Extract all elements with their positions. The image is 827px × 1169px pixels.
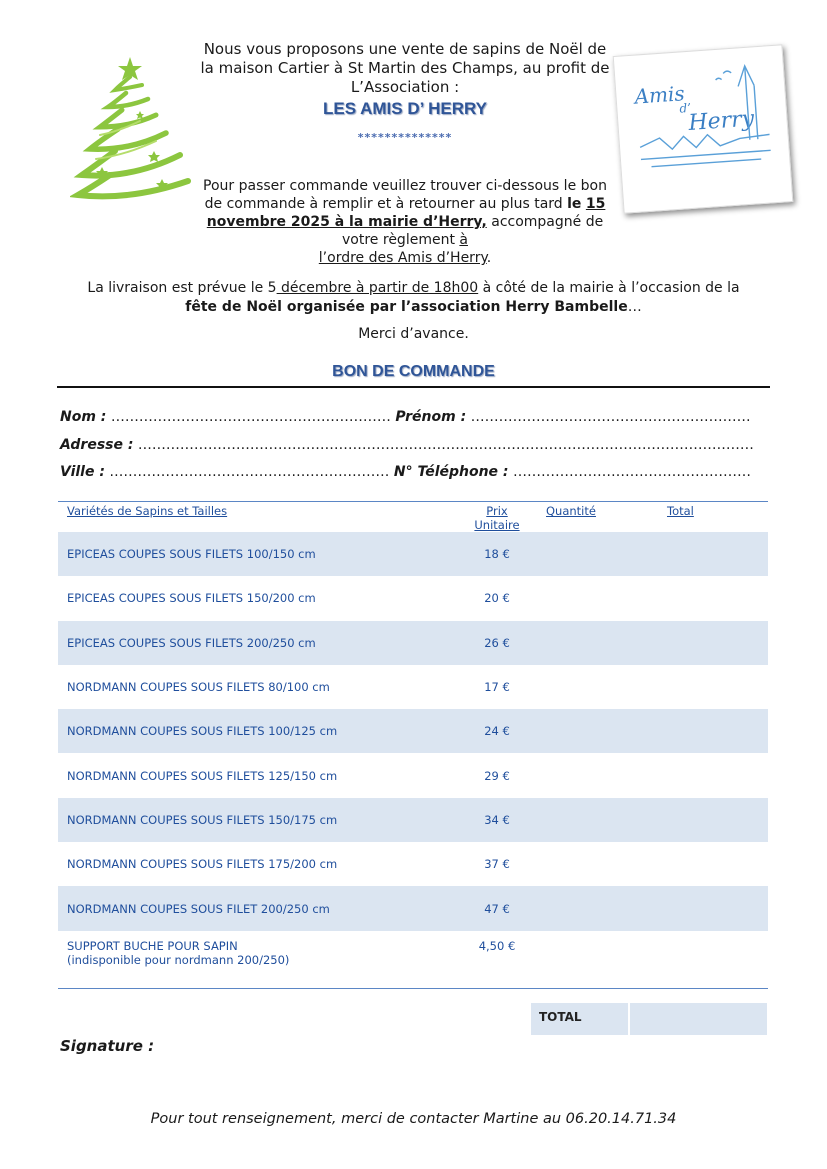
price-cell: 26 €: [484, 635, 510, 650]
header-quantity: Quantité: [544, 502, 639, 533]
total-cell[interactable]: [639, 532, 768, 576]
city-phone-row: [60, 464, 751, 480]
variety-cell: NORDMANN COUPES SOUS FILETS 125/150 cm: [67, 768, 338, 783]
address-row: [60, 437, 754, 453]
total-box-divider: [628, 1003, 630, 1035]
deadline-prefix: le: [567, 196, 582, 212]
quantity-cell[interactable]: [544, 665, 639, 709]
total-cell[interactable]: [639, 798, 768, 842]
quantity-cell[interactable]: [544, 709, 639, 753]
signature-field[interactable]: [160, 1035, 460, 1075]
variety-cell: NORDMANN COUPES SOUS FILETS 100/125 cm: [67, 724, 338, 739]
quantity-cell[interactable]: [544, 753, 639, 797]
price-cell: 24 €: [484, 724, 510, 739]
price-cell: 18 €: [484, 547, 510, 562]
order-instructions-text: Pour passer commande veuillez trouver ci-dessous le bon de commande à remplir et à retourner au plus tard: [203, 178, 607, 212]
variety-cell: NORDMANN COUPES SOUS FILETS 175/200 cm: [67, 857, 338, 872]
header-variety: Variétés de Sapins et Tailles: [58, 502, 450, 533]
logo-text-herry: Herry: [687, 106, 755, 136]
table-row: [58, 886, 768, 930]
total-cell[interactable]: [639, 842, 768, 886]
delivery-ellipsis: …: [627, 299, 642, 315]
grand-total-field[interactable]: [631, 1003, 767, 1035]
total-cell[interactable]: [639, 576, 768, 620]
total-label: TOTAL: [539, 1010, 582, 1024]
support-note: (indisponible pour nordmann 200/250): [67, 952, 290, 967]
price-cell: 29 €: [484, 768, 510, 783]
payment-note: accompagné de votre règlement: [342, 214, 604, 248]
quantity-cell[interactable]: [544, 532, 639, 576]
header-total: Total: [639, 502, 768, 533]
price-cell: 20 €: [484, 591, 510, 606]
variety-cell: NORDMANN COUPES SOUS FILETS 80/100 cm: [67, 680, 330, 695]
order-table: [58, 501, 768, 989]
table-row: [58, 709, 768, 753]
quantity-cell[interactable]: [544, 931, 639, 989]
signature-label: Signature :: [60, 1037, 155, 1055]
variety-cell: NORDMANN COUPES SOUS FILETS 150/175 cm: [67, 812, 338, 827]
prenom-label: Prénom :: [395, 409, 467, 425]
variety-cell: NORDMANN COUPES SOUS FILET 200/250 cm: [67, 901, 330, 916]
header-price: [450, 502, 544, 533]
association-logo: [613, 44, 794, 213]
adresse-label: Adresse :: [60, 437, 134, 453]
order-instructions: [200, 177, 610, 267]
total-cell[interactable]: [639, 753, 768, 797]
delivery-date: décembre à partir de 18h00: [276, 280, 479, 296]
thanks-text: Merci d’avance.: [358, 326, 469, 342]
intro-paragraph: Nous vous proposons une vente de sapins de Noël de la maison Cartier à St Martin des Champs, au profit de L’Association :: [200, 40, 610, 96]
logo-text-amis: Amis: [633, 81, 686, 109]
table-row-support: [58, 931, 768, 989]
prenom-field[interactable]: ……………………………………………………: [466, 409, 751, 425]
delivery-text-a: La livraison est prévue le 5: [87, 280, 277, 296]
header-price-line2: Unitaire: [474, 518, 520, 532]
quantity-cell[interactable]: [544, 621, 639, 665]
total-cell[interactable]: [639, 886, 768, 930]
payment-note-a: à: [459, 232, 468, 248]
quantity-cell[interactable]: [544, 576, 639, 620]
payment-payee: l’ordre des Amis d’Herry: [318, 250, 487, 266]
logo-text-d: d’: [679, 100, 692, 116]
delivery-event: fête de Noël organisée par l’association Herry Bambelle: [185, 299, 628, 315]
price-cell: 47 €: [484, 901, 510, 916]
header-price-line1: Prix: [486, 504, 508, 518]
support-cell: [58, 931, 450, 989]
nom-field[interactable]: ……………………………………………………: [106, 409, 396, 425]
order-deadline: 15 novembre 2025 à la mairie d’Herry,: [206, 196, 606, 230]
table-row: [58, 753, 768, 797]
quantity-cell[interactable]: [544, 886, 639, 930]
total-cell[interactable]: [639, 931, 768, 989]
christmas-tree-icon: [70, 55, 195, 205]
footer-contact: Pour tout renseignement, merci de contacter Martine au 06.20.14.71.34: [150, 1111, 677, 1127]
table-row: [58, 798, 768, 842]
total-cell[interactable]: [639, 709, 768, 753]
delivery-text-b: à côté de la mairie à l’occasion de la: [478, 280, 740, 296]
name-row: [60, 409, 751, 425]
ville-label: Ville :: [60, 464, 105, 480]
support-price-cell: 4,50 €: [450, 931, 544, 989]
quantity-cell[interactable]: [544, 798, 639, 842]
table-header: [58, 502, 768, 533]
table-row: [58, 621, 768, 665]
title-divider: [57, 386, 770, 388]
association-name: LES AMIS D’ HERRY: [322, 99, 488, 118]
payment-period: .: [486, 250, 492, 266]
table-row: [58, 842, 768, 886]
table-row: [58, 665, 768, 709]
variety-cell: EPICEAS COUPES SOUS FILETS 150/200 cm: [67, 591, 316, 606]
support-label: SUPPORT BUCHE POUR SAPIN: [67, 938, 238, 953]
total-cell[interactable]: [639, 665, 768, 709]
price-cell: 34 €: [484, 812, 510, 827]
variety-cell: EPICEAS COUPES SOUS FILETS 200/250 cm: [67, 635, 316, 650]
adresse-field[interactable]: ……………………………………………………………………………………………………………………: [133, 437, 754, 453]
delivery-info: [40, 279, 787, 317]
total-cell[interactable]: [639, 621, 768, 665]
intro-text: [200, 40, 610, 147]
telephone-label: N° Téléphone :: [393, 464, 509, 480]
order-form-title: BON DE COMMANDE: [332, 363, 495, 380]
price-cell: 37 €: [484, 857, 510, 872]
variety-cell: EPICEAS COUPES SOUS FILETS 100/150 cm: [67, 547, 316, 562]
stars-separator: **************: [357, 131, 453, 144]
nom-label: Nom :: [60, 409, 107, 425]
table-row: [58, 532, 768, 576]
quantity-cell[interactable]: [544, 842, 639, 886]
logo-drawing: [614, 45, 792, 212]
table-row: [58, 576, 768, 620]
ville-field[interactable]: ……………………………………………………: [104, 464, 394, 480]
price-cell: 17 €: [484, 680, 510, 695]
telephone-field[interactable]: ……………………………………………: [508, 464, 751, 480]
